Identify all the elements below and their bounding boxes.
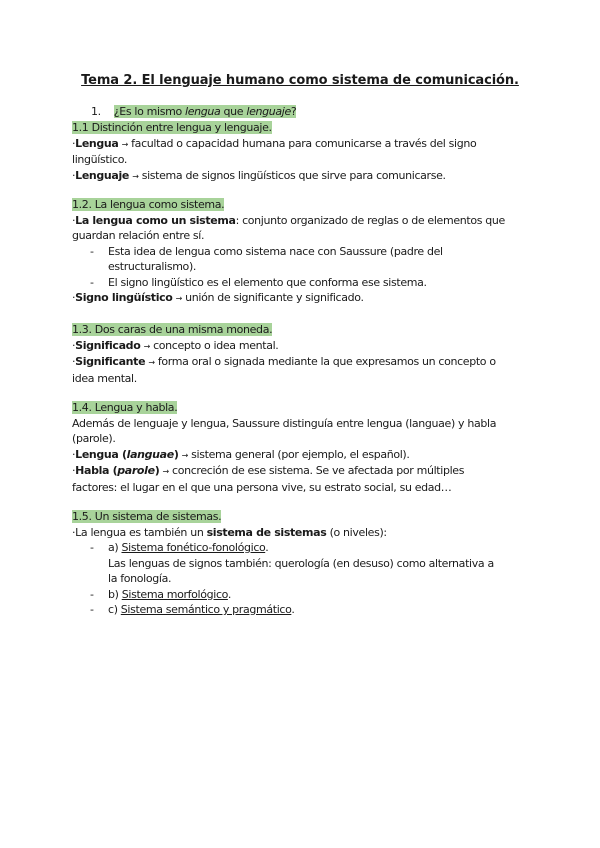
arrow-icon: → bbox=[162, 467, 169, 476]
section-1-4 bbox=[72, 400, 532, 495]
question-text: ? bbox=[290, 105, 297, 118]
definition-text: unión de significante y significado. bbox=[182, 291, 364, 304]
question-text: ¿Es lo mismo bbox=[113, 105, 185, 118]
paragraph-sistema-de-sistemas bbox=[72, 525, 532, 541]
heading-1-5: 1.5. Un sistema de sistemas. bbox=[72, 510, 222, 523]
list-item-a bbox=[72, 540, 532, 556]
question-1 bbox=[72, 104, 532, 120]
term-text: ) bbox=[154, 464, 160, 477]
dash-bullet: - bbox=[90, 275, 94, 289]
paragraph-text-cont: (parole). bbox=[72, 432, 116, 445]
term-lenguaje: Lenguaje bbox=[75, 168, 130, 182]
section-1-2 bbox=[72, 197, 532, 307]
section-1-5 bbox=[72, 509, 532, 618]
definition-text: facultad o capacidad humana para comunicarse a través del signo bbox=[128, 136, 477, 150]
definition-habla bbox=[72, 463, 532, 480]
list-item-c bbox=[72, 602, 532, 618]
dash-bullet: - bbox=[90, 587, 94, 601]
section-heading bbox=[72, 197, 532, 213]
list-item-prefix: c) bbox=[108, 603, 121, 616]
bullet: · bbox=[72, 291, 76, 304]
bullet: · bbox=[72, 338, 76, 352]
question-highlight bbox=[114, 105, 297, 118]
dash-bullet: - bbox=[90, 541, 94, 554]
list-item-note-cont: la fonología. bbox=[108, 572, 172, 585]
list-item-b bbox=[72, 587, 532, 603]
arrow-icon: → bbox=[181, 450, 189, 460]
bullet: · bbox=[72, 355, 76, 368]
term-signo-linguistico: Signo lingüístico bbox=[75, 291, 173, 304]
definition-text: forma oral o signada mediante la que expresamos un concepto o bbox=[154, 355, 496, 368]
heading-1-1: 1.1 Distinción entre lengua y lenguaje. bbox=[72, 121, 272, 134]
definition-lengua-languae bbox=[72, 447, 532, 464]
question-em-lenguaje: lenguaje bbox=[246, 105, 291, 118]
term-em: languae bbox=[126, 447, 174, 461]
definition-significante bbox=[72, 354, 532, 371]
arrow-icon: → bbox=[121, 139, 129, 149]
bullet: · bbox=[72, 213, 76, 227]
section-1-1 bbox=[72, 120, 532, 184]
definition-text: : conjunto organizado de reglas o de elementos que bbox=[235, 213, 505, 227]
bullet: · bbox=[72, 168, 76, 182]
arrow-icon: → bbox=[143, 341, 150, 351]
dash-bullet: - bbox=[90, 603, 94, 616]
list-item bbox=[72, 275, 532, 291]
arrow-icon: → bbox=[148, 358, 155, 367]
section-heading bbox=[72, 120, 532, 136]
underlined-term: Sistema morfológico bbox=[121, 587, 228, 601]
bullet: · bbox=[72, 136, 76, 150]
definition-text: concepto o idea mental. bbox=[149, 338, 279, 352]
heading-1-4: 1.4. Lengua y habla. bbox=[72, 401, 178, 414]
bullet: · bbox=[72, 464, 76, 477]
heading-1-3: 1.3. Dos caras de una misma moneda. bbox=[72, 323, 273, 336]
list-item-prefix: a) bbox=[108, 541, 122, 554]
definition-lengua bbox=[72, 136, 532, 153]
list-item-text-cont: estructuralismo). bbox=[108, 260, 197, 273]
definition-text: concreción de ese sistema. Se ve afectada por múltiples bbox=[168, 464, 465, 477]
section-heading bbox=[72, 400, 532, 416]
list-item-note: Las lenguas de signos también: querología (en desuso) como alternativa a bbox=[108, 556, 494, 570]
term-text: Habla ( bbox=[75, 464, 118, 477]
term-significante: Significante bbox=[75, 355, 146, 368]
underlined-term: Sistema semántico y pragmático bbox=[120, 603, 292, 616]
list-item-text: Esta idea de lengua como sistema nace con Saussure (padre del bbox=[108, 244, 443, 258]
section-heading bbox=[72, 322, 532, 338]
dash-bullet: - bbox=[90, 244, 94, 258]
term-em: parole bbox=[117, 464, 155, 477]
definition-text-cont: idea mental. bbox=[72, 371, 137, 385]
paragraph-text: Además de lenguaje y lengua, Saussure distinguía entre lengua (languae) y habla bbox=[72, 416, 497, 430]
section-heading bbox=[72, 509, 532, 525]
list-item bbox=[72, 244, 532, 260]
document-title: Tema 2. El lenguaje humano como sistema de comunicación. bbox=[81, 73, 519, 88]
term-habla-parole bbox=[75, 464, 159, 477]
definition-text: sistema general (por ejemplo, el español). bbox=[188, 447, 410, 461]
term-lengua-sistema: La lengua como un sistema bbox=[75, 213, 236, 227]
definition-lengua-sistema bbox=[72, 213, 532, 229]
punctuation: . bbox=[291, 603, 295, 616]
term-lengua-languae bbox=[75, 448, 178, 461]
term-text: ) bbox=[173, 447, 179, 461]
definition-significado bbox=[72, 338, 532, 355]
question-em-lengua: lengua bbox=[185, 105, 221, 118]
question-text: que bbox=[220, 105, 247, 118]
section-1-3 bbox=[72, 322, 532, 386]
term-text: Lengua ( bbox=[75, 447, 127, 461]
underlined-term: Sistema fonético-fonológico bbox=[121, 541, 266, 554]
punctuation: . bbox=[227, 587, 232, 601]
paragraph-text: La lengua es también un bbox=[75, 525, 207, 539]
punctuation: . bbox=[265, 541, 269, 554]
bullet: · bbox=[72, 447, 76, 461]
definition-signo bbox=[72, 290, 532, 307]
arrow-icon: → bbox=[132, 171, 139, 181]
paragraph-text: (o niveles): bbox=[326, 525, 387, 539]
heading-1-2: 1.2. La lengua como sistema. bbox=[72, 198, 225, 211]
definition-text-cont: guardan relación entre sí. bbox=[72, 229, 205, 242]
list-item-prefix: b) bbox=[108, 587, 122, 601]
definition-text: sistema de signos lingüísticos que sirve para comunicarse. bbox=[138, 168, 446, 182]
term-lengua: Lengua bbox=[75, 136, 119, 150]
question-1-line bbox=[72, 104, 532, 120]
term-sistema-de-sistemas: sistema de sistemas bbox=[206, 525, 327, 539]
definition-lenguaje bbox=[72, 168, 532, 185]
definition-text-cont: factores: el lugar en el que una persona vive, su estrato social, su edad… bbox=[72, 480, 452, 494]
term-significado: Significado bbox=[75, 338, 141, 352]
definition-text-cont: lingüístico. bbox=[72, 153, 128, 166]
list-item-text: El signo lingüístico es el elemento que conforma ese sistema. bbox=[108, 275, 427, 289]
bullet: · bbox=[72, 525, 76, 539]
question-number: 1. bbox=[91, 105, 101, 118]
arrow-icon: → bbox=[175, 294, 183, 303]
